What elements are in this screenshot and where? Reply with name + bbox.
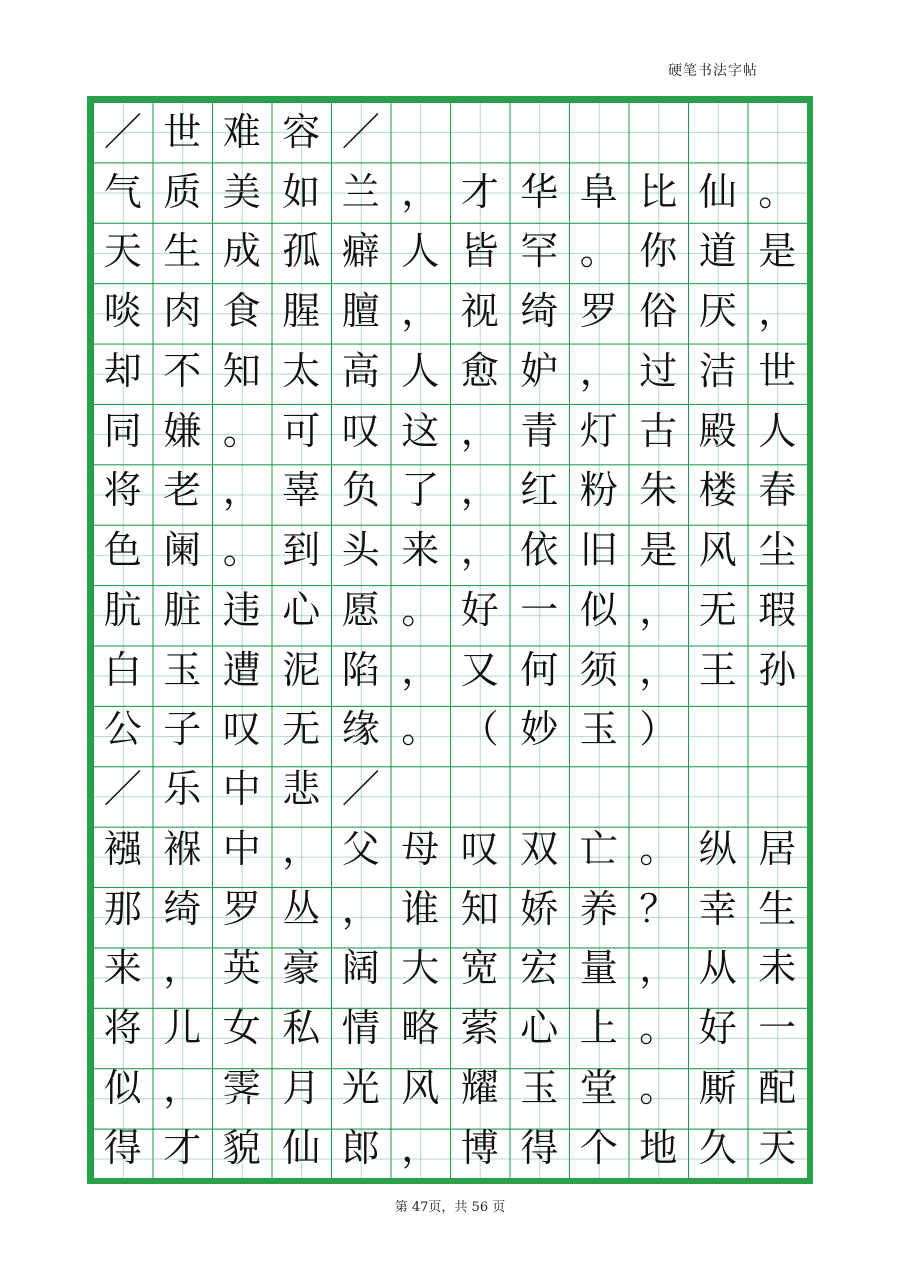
grid-cell: 。 [401, 707, 440, 752]
grid-cell: 萦 [460, 1006, 499, 1051]
grid-cell: 心 [520, 1006, 559, 1051]
grid-cell: 皆 [460, 229, 499, 274]
grid-cell: 同 [103, 408, 142, 453]
grid-cell: 妙 [520, 707, 559, 752]
grid-cell: ， [401, 289, 440, 334]
grid-cell: 嫌 [163, 408, 202, 453]
grid-cell: 愈 [460, 348, 499, 393]
grid-cell: 天 [103, 229, 142, 274]
grid-cell: 叹 [222, 707, 261, 752]
grid-cell: 阑 [163, 528, 202, 573]
grid-cell: 才 [163, 1125, 202, 1170]
grid-cell: 难 [222, 109, 261, 154]
grid-cell: 啖 [103, 289, 142, 334]
grid-cell: 来 [103, 946, 142, 991]
grid-cell: 罗 [222, 886, 261, 931]
grid-cell: 人 [758, 408, 797, 453]
grid-cell: ， [163, 1065, 202, 1110]
grid-cell: 才 [460, 169, 499, 214]
grid-cell: ， [579, 348, 618, 393]
grid-cell: 可 [282, 408, 321, 453]
grid-cell: 豪 [282, 946, 321, 991]
grid-cell: 耀 [460, 1065, 499, 1110]
grid-cell: 陷 [341, 647, 380, 692]
grid-cell: 久 [698, 1125, 737, 1170]
grid-cell: 。 [579, 229, 618, 274]
grid-cell [748, 102, 808, 162]
grid-cell: 月 [282, 1065, 321, 1110]
grid-cell: 父 [341, 826, 380, 871]
grid-cell: 容 [282, 109, 321, 154]
grid-cell: ， [163, 946, 202, 991]
grid-cell: 心 [282, 587, 321, 632]
grid-cell: 知 [460, 886, 499, 931]
grid-cell: ／ [103, 767, 142, 812]
grid-cell: 须 [579, 647, 618, 692]
grid-cell: 粉 [579, 468, 618, 513]
grid-cell: 兰 [341, 169, 380, 214]
grid-cell: 大 [401, 946, 440, 991]
grid-cell: 似 [103, 1065, 142, 1110]
grid-cell: 。 [222, 528, 261, 573]
grid-cell: 肉 [163, 289, 202, 334]
grid-cell: 色 [103, 528, 142, 573]
grid-cell: ／ [341, 767, 380, 812]
grid-cell: 光 [341, 1065, 380, 1110]
character-grid [93, 102, 807, 1178]
grid-cell: 娇 [520, 886, 559, 931]
grid-cell: 养 [579, 886, 618, 931]
grid-cell: 得 [103, 1125, 142, 1170]
grid-cell: 地 [639, 1125, 678, 1170]
grid-cell: ， [639, 647, 678, 692]
grid-cell: 生 [758, 886, 797, 931]
grid-cell: 人 [401, 229, 440, 274]
grid-cell: 那 [103, 886, 142, 931]
grid-cell: 道 [698, 229, 737, 274]
grid-cell: 好 [698, 1006, 737, 1051]
grid-cell: ， [460, 408, 499, 453]
grid-cell: ， [639, 587, 678, 632]
grid-cell: 叹 [341, 408, 380, 453]
grid-cell: 洁 [698, 348, 737, 393]
grid-cell: 依 [520, 528, 559, 573]
grid-cell: 过 [639, 348, 678, 393]
grid-cell: 幸 [698, 886, 737, 931]
grid-cell: 比 [639, 169, 678, 214]
grid-cell: 头 [341, 528, 380, 573]
grid-cell: 亡 [579, 826, 618, 871]
grid-cell: 郎 [341, 1125, 380, 1170]
grid-cell: 气 [103, 169, 142, 214]
grid-cell: 肮 [103, 587, 142, 632]
grid-cell: 情 [341, 1006, 380, 1051]
grid-cell [391, 759, 451, 819]
grid-cell [569, 102, 629, 162]
grid-cell: 双 [520, 826, 559, 871]
grid-cell: 朱 [639, 468, 678, 513]
grid-cell: 高 [341, 348, 380, 393]
grid-cell: 绮 [163, 886, 202, 931]
grid-cell: 俗 [639, 289, 678, 334]
grid-cell: 丛 [282, 886, 321, 931]
grid-cell: ， [401, 169, 440, 214]
grid-cell: 灯 [579, 408, 618, 453]
grid-cell: 负 [341, 468, 380, 513]
grid-cell [450, 102, 510, 162]
grid-cell: 公 [103, 707, 142, 752]
grid-cell [748, 759, 808, 819]
grid-cell: 仙 [698, 169, 737, 214]
grid-cell: 。 [639, 826, 678, 871]
grid-cell: 太 [282, 348, 321, 393]
grid-cell: 来 [401, 528, 440, 573]
grid-cell: 泥 [282, 647, 321, 692]
grid-cell: 一 [758, 1006, 797, 1051]
grid-cell: ， [758, 289, 797, 334]
grid-cell: 人 [401, 348, 440, 393]
grid-cell: 你 [639, 229, 678, 274]
grid-cell: ， [460, 528, 499, 573]
grid-cell: 老 [163, 468, 202, 513]
grid-cell: 腥 [282, 289, 321, 334]
grid-cell: 配 [758, 1065, 797, 1110]
grid-cell: 略 [401, 1006, 440, 1051]
grid-cell: 春 [758, 468, 797, 513]
grid-cell: 如 [282, 169, 321, 214]
page-header-title: 硬笔书法字帖 [668, 63, 758, 79]
grid-cell: 从 [698, 946, 737, 991]
grid-cell: 无 [282, 707, 321, 752]
grid-cell: ， [460, 468, 499, 513]
grid-cell: 罗 [579, 289, 618, 334]
grid-cell: 霁 [222, 1065, 261, 1110]
grid-cell: 何 [520, 647, 559, 692]
grid-cell: 风 [401, 1065, 440, 1110]
grid-cell: 乐 [163, 767, 202, 812]
grid-cell: 不 [163, 348, 202, 393]
grid-cell: 将 [103, 1006, 142, 1051]
grid-cell: 襁 [103, 826, 142, 871]
grid-cell: 将 [103, 468, 142, 513]
grid-cell: 妒 [520, 348, 559, 393]
grid-cell: 貌 [222, 1125, 261, 1170]
grid-cell: 楼 [698, 468, 737, 513]
grid-cell: ， [341, 886, 380, 931]
grid-cell: 瑕 [758, 587, 797, 632]
grid-cell: 。 [222, 408, 261, 453]
grid-cell: 却 [103, 348, 142, 393]
grid-cell: 堂 [579, 1065, 618, 1110]
grid-cell: 天 [758, 1125, 797, 1170]
grid-cell [748, 700, 808, 760]
grid-cell: 玉 [579, 707, 618, 752]
grid-cell [391, 102, 451, 162]
grid-cell: 殿 [698, 408, 737, 453]
grid-cell [510, 102, 570, 162]
grid-cell: 女 [222, 1006, 261, 1051]
grid-cell: 孙 [758, 647, 797, 692]
grid-cell: 是 [758, 229, 797, 274]
grid-cell: 食 [222, 289, 261, 334]
grid-cell: 愿 [341, 587, 380, 632]
grid-cell [688, 700, 748, 760]
grid-cell [629, 102, 689, 162]
grid-cell: 孤 [282, 229, 321, 274]
grid-cell: 知 [222, 348, 261, 393]
grid-cell: 膻 [341, 289, 380, 334]
grid-cell: （ [460, 707, 499, 752]
grid-cell: 脏 [163, 587, 202, 632]
grid-cell: 质 [163, 169, 202, 214]
grid-cell: 世 [163, 109, 202, 154]
grid-cell: 罕 [520, 229, 559, 274]
grid-cell: ／ [103, 109, 142, 154]
grid-cell: 母 [401, 826, 440, 871]
grid-cell: 白 [103, 647, 142, 692]
grid-cell: 玉 [520, 1065, 559, 1110]
grid-cell: 华 [520, 169, 559, 214]
grid-cell [450, 759, 510, 819]
grid-cell: ， [282, 826, 321, 871]
grid-cell: 仙 [282, 1125, 321, 1170]
grid-cell [688, 759, 748, 819]
grid-cell: 这 [401, 408, 440, 453]
grid-cell: 阔 [341, 946, 380, 991]
grid-cell: 辜 [282, 468, 321, 513]
grid-cell: 叹 [460, 826, 499, 871]
grid-cell: 宽 [460, 946, 499, 991]
grid-cell: 美 [222, 169, 261, 214]
grid-cell: 中 [222, 826, 261, 871]
grid-cell: 缘 [341, 707, 380, 752]
grid-cell: 儿 [163, 1006, 202, 1051]
copybook-grid-sheet [87, 96, 813, 1184]
grid-cell: 违 [222, 587, 261, 632]
grid-cell: 又 [460, 647, 499, 692]
grid-cell: 宏 [520, 946, 559, 991]
grid-cell: ／ [341, 109, 380, 154]
grid-cell: 尘 [758, 528, 797, 573]
grid-cell: 中 [222, 767, 261, 812]
grid-cell: 青 [520, 408, 559, 453]
grid-cell: 英 [222, 946, 261, 991]
grid-cell: 古 [639, 408, 678, 453]
grid-cell: 生 [163, 229, 202, 274]
grid-cell [688, 102, 748, 162]
grid-cell [569, 759, 629, 819]
grid-cell: 博 [460, 1125, 499, 1170]
grid-cell: 。 [639, 1065, 678, 1110]
grid-cell: 量 [579, 946, 618, 991]
grid-cell: 未 [758, 946, 797, 991]
grid-cell: 旧 [579, 528, 618, 573]
grid-cell: 居 [758, 826, 797, 871]
grid-cell: 纵 [698, 826, 737, 871]
grid-cell: 世 [758, 348, 797, 393]
grid-cell: ， [401, 1125, 440, 1170]
grid-cell: 癖 [341, 229, 380, 274]
grid-cell: 玉 [163, 647, 202, 692]
grid-cell: 子 [163, 707, 202, 752]
grid-cell [510, 759, 570, 819]
grid-cell [629, 759, 689, 819]
grid-cell: 遭 [222, 647, 261, 692]
grid-cell: 无 [698, 587, 737, 632]
grid-cell: 私 [282, 1006, 321, 1051]
page-number: 第 47页，共 56 页 [394, 1200, 506, 1215]
grid-cell: 悲 [282, 767, 321, 812]
grid-cell: 上 [579, 1006, 618, 1051]
grid-cell: 。 [401, 587, 440, 632]
grid-cell: 厮 [698, 1065, 737, 1110]
grid-cell: 好 [460, 587, 499, 632]
grid-cell: 视 [460, 289, 499, 334]
grid-cell: 红 [520, 468, 559, 513]
grid-cell: ？ [639, 886, 678, 931]
grid-cell: 褓 [163, 826, 202, 871]
grid-cell: 了 [401, 468, 440, 513]
grid-cell: ， [222, 468, 261, 513]
grid-cell: 厌 [698, 289, 737, 334]
grid-cell: ， [639, 946, 678, 991]
grid-cell: 成 [222, 229, 261, 274]
grid-cell: 。 [758, 169, 797, 214]
grid-cell: ） [639, 707, 678, 752]
grid-cell: 谁 [401, 886, 440, 931]
grid-cell: ， [401, 647, 440, 692]
grid-cell: 。 [639, 1006, 678, 1051]
grid-cell: 风 [698, 528, 737, 573]
grid-cell: 一 [520, 587, 559, 632]
grid-cell: 似 [579, 587, 618, 632]
grid-cell: 阜 [579, 169, 618, 214]
grid-cell: 个 [579, 1125, 618, 1170]
grid-cell: 王 [698, 647, 737, 692]
grid-cell: 得 [520, 1125, 559, 1170]
grid-cell: 到 [282, 528, 321, 573]
grid-cell: 绮 [520, 289, 559, 334]
grid-cell: 是 [639, 528, 678, 573]
